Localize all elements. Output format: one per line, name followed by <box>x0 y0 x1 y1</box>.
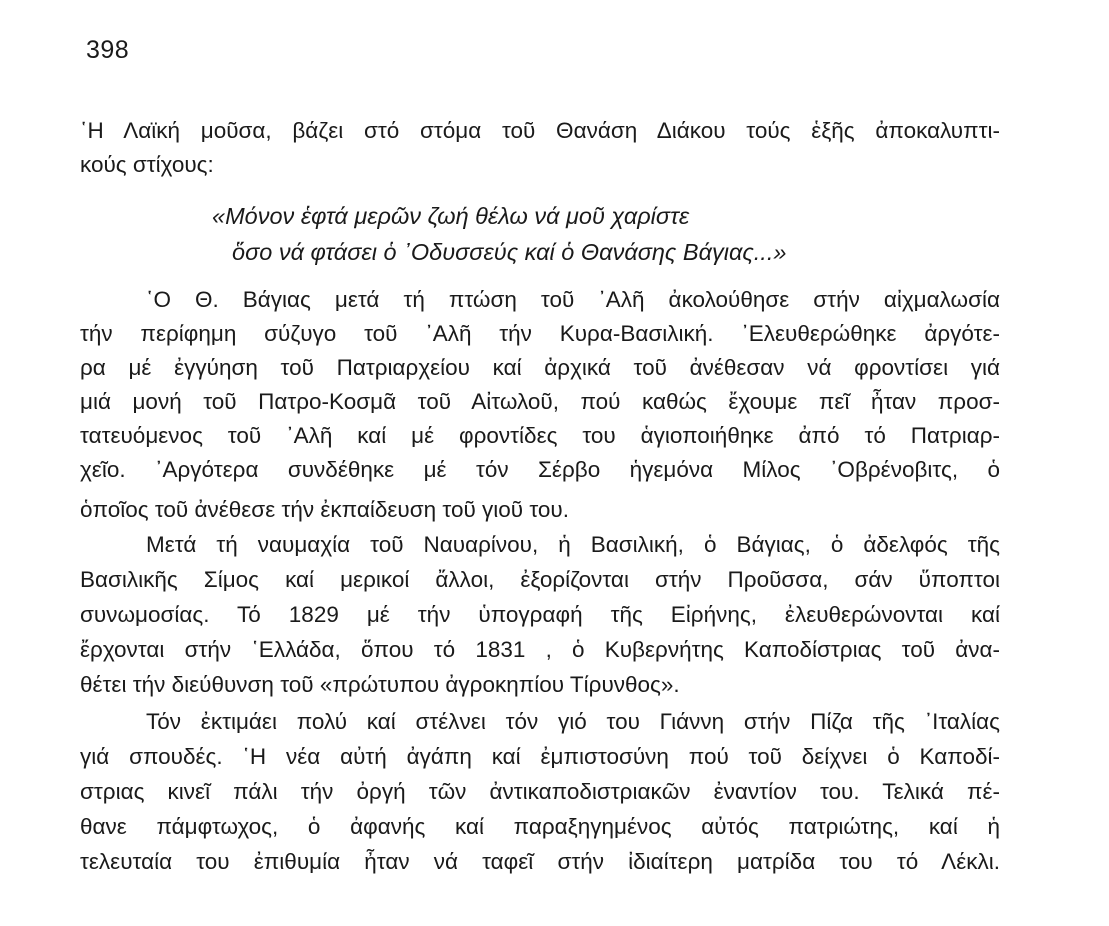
paragraph-2-line: ἔρχονται στήν ῾Ελλάδα, ὅπου τό 1831 , ὁ Κυβερνήτης Καποδίστριας τοῦ ἀνα- <box>80 637 1000 662</box>
paragraph-3-line: Τόν ἐκτιμάει πολύ καί στέλνει τόν γιό του Γιάννη στήν Πίζα τῆς ᾿Ιταλίας <box>146 709 1000 734</box>
paragraph-3-line: στριας κινεῖ πάλι τήν ὀργή τῶν ἀντικαποδιστριακῶν ἐναντίον του. Τελικά πέ- <box>80 779 1000 804</box>
paragraph-3-line: τελευταία του ἐπιθυμία ἦταν νά ταφεῖ στήν ἰδιαίτερη ματρίδα του τό Λέκλι. <box>80 849 1000 874</box>
paragraph-1-line: τήν περίφημη σύζυγο τοῦ ᾿Αλῆ τήν Κυρα-Βασιλική. ᾿Ελευθερώθηκε ἀργότε- <box>80 321 1000 346</box>
paragraph-3-line: θανε πάμφτωχος, ὁ ἀφανής καί παραξηγημένος αὐτός πατριώτης, καί ἡ <box>80 814 1000 839</box>
intro-line: ῾Η Λαϊκή μοῦσα, βάζει στό στόμα τοῦ Θανάση Διάκου τούς ἑξῆς ἀποκαλυπτι- <box>80 118 1000 143</box>
intro-line: κούς στίχους: <box>80 152 214 177</box>
verse-line: «Μόνον ἑφτά μερῶν ζωή θέλω νά μοῦ χαρίστε <box>212 203 690 229</box>
paragraph-1-line: μιά μονή τοῦ Πατρο-Κοσμᾶ τοῦ Αἰτωλοῦ, πού καθώς ἔχουμε πεῖ ἦταν προσ- <box>80 389 1000 414</box>
paragraph-2-line: συνωμοσίας. Τό 1829 μέ τήν ὑπογραφή τῆς Εἰρήνης, ἐλευθερώνονται καί <box>80 602 1000 627</box>
page-number: 398 <box>86 36 130 64</box>
paragraph-1-line: ρα μέ ἐγγύηση τοῦ Πατριαρχείου καί ἀρχικά τοῦ ἀνέθεσαν νά φροντίσει γιά <box>80 355 1000 380</box>
paragraph-1-line: ὁποῖος τοῦ ἀνέθεσε τήν ἐκπαίδευση τοῦ γιοῦ του. <box>80 497 569 522</box>
paragraph-2-line: Μετά τή ναυμαχία τοῦ Ναυαρίνου, ἡ Βασιλική, ὁ Βάγιας, ὁ ἀδελφός τῆς <box>146 532 1000 557</box>
paragraph-2-line: Βασιλικῆς Σίμος καί μερικοί ἄλλοι, ἐξορίζονται στήν Προῦσσα, σάν ὕποπτοι <box>80 567 1000 592</box>
paragraph-1-line: τατευόμενος τοῦ ᾿Αλῆ καί μέ φροντίδες του ἁγιοποιήθηκε ἀπό τό Πατριαρ- <box>80 423 1000 448</box>
paragraph-1-line: ῾Ο Θ. Βάγιας μετά τή πτώση τοῦ ᾿Αλῆ ἀκολούθησε στήν αἰχμαλωσία <box>146 287 1000 312</box>
paragraph-2-line: θέτει τήν διεύθυνση τοῦ «πρώτυπου ἀγροκηπίου Τίρυνθος». <box>80 672 680 697</box>
paragraph-1-line: χεῖο. ᾿Αργότερα συνδέθηκε μέ τόν Σέρβο ἡγεμόνα Μίλος ᾿Οβρένοβιτς, ὁ <box>80 457 1000 482</box>
paragraph-3-line: γιά σπουδές. ῾Η νέα αὐτή ἀγάπη καί ἐμπιστοσύνη πού τοῦ δείχνει ὁ Καποδί- <box>80 744 1000 769</box>
verse-line: ὅσο νά φτάσει ὁ ᾿Οδυσσεύς καί ὁ Θανάσης Βάγιας...» <box>232 239 787 265</box>
